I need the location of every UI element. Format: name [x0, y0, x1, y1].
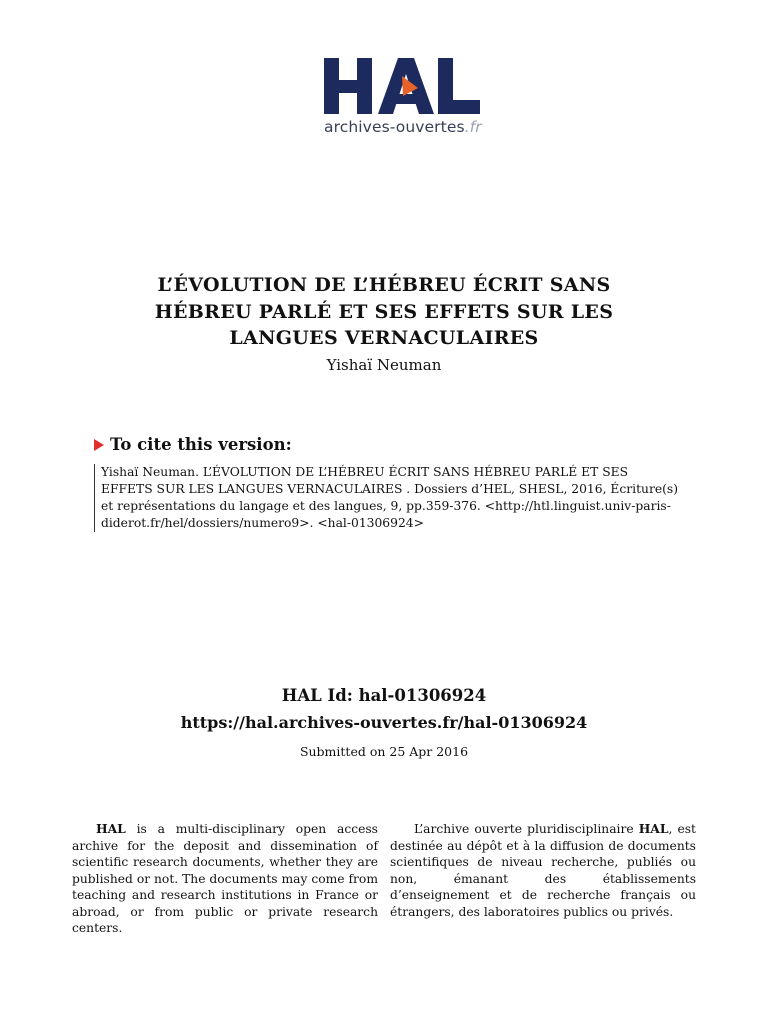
triangle-bullet-icon: [94, 439, 104, 451]
hal-url-link[interactable]: https://hal.archives-ouvertes.fr/hal-01306924: [180, 713, 588, 732]
footer-english-text: is a multi-disciplinary open access archive for the deposit and dissemination of scientific research documents, whether they are published or not. The documents may come from teaching and research institutions in France or abroad, or from public or private research centers.: [72, 822, 378, 935]
citation-line: EFFETS SUR LES LANGUES VERNACULAIRES . Dossiers d’HEL, SHESL, 2016, Écriture(s): [101, 482, 678, 496]
footer-french-text-before: L’archive ouverte pluridisciplinaire: [414, 822, 639, 836]
logo-subtitle: archives-ouvertes.fr: [324, 118, 482, 136]
cite-heading: [94, 435, 292, 454]
footer-french-text-after: , est destinée au dépôt et à la diffusion de documents scientifiques de niveau recherche, publiés ou non, émanant des établissements d’enseignement et de recherche français ou étrangers, des laboratoires publics ou privés.: [390, 822, 696, 919]
hal-logo: [322, 54, 484, 140]
author: Yishaï Neuman: [326, 356, 442, 374]
hal-id: HAL Id: hal-01306924: [281, 686, 487, 705]
citation-line: et représentations du langage et des langues, 9, pp.359-376. <http://htl.linguist.univ-paris-: [101, 499, 671, 513]
hal-bold: HAL: [96, 821, 126, 836]
footer-english: [72, 821, 378, 937]
footer-french: [390, 821, 696, 920]
hal-bold: HAL: [638, 821, 669, 836]
title-line: L’ÉVOLUTION DE L’HÉBREU ÉCRIT SANS: [157, 274, 611, 296]
citation-line: diderot.fr/hel/dossiers/numero9>. <hal-01306924>: [101, 516, 424, 530]
title-line: LANGUES VERNACULAIRES: [229, 327, 539, 349]
submission-date: Submitted on 25 Apr 2016: [299, 744, 469, 759]
hal-wordmark: [322, 54, 484, 116]
citation-line: Yishaï Neuman. L’ÉVOLUTION DE L’HÉBREU ÉCRIT SANS HÉBREU PARLÉ ET SES: [101, 465, 629, 479]
document-title: [80, 272, 688, 352]
cite-heading-label: To cite this version:: [110, 435, 292, 454]
citation-block: [94, 464, 729, 532]
title-line: HÉBREU PARLÉ ET SES EFFETS SUR LES: [154, 300, 614, 323]
